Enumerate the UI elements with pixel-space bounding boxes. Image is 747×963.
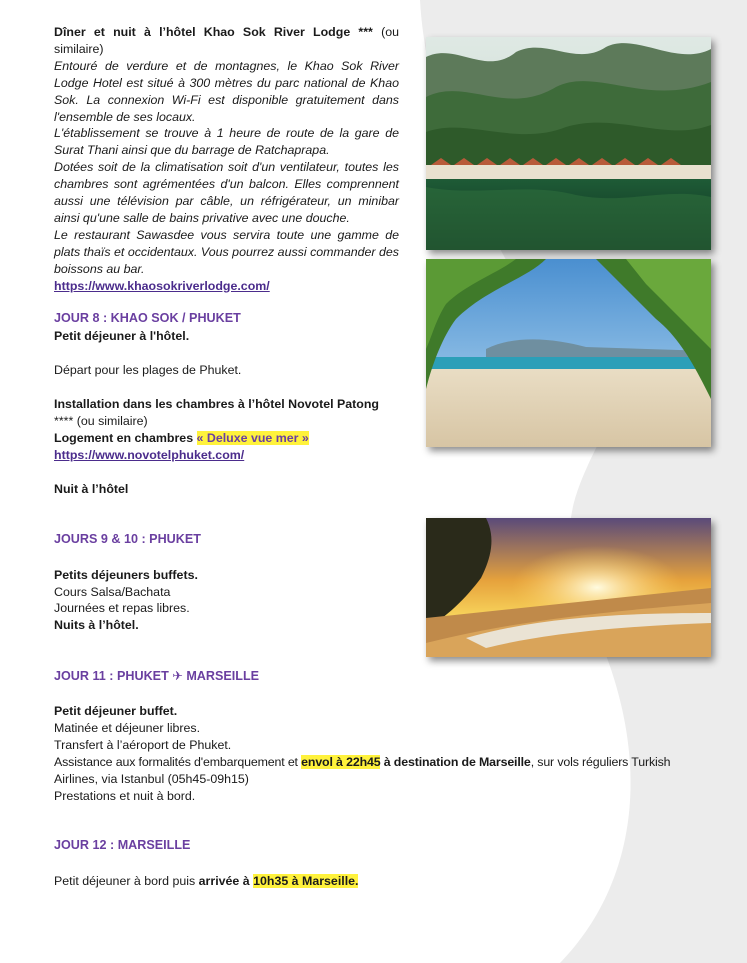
description-p2: L'établissement se trouve à 1 heure de route de la gare de Surat Thani ainsi que du barrage de Ratchaprapa. (54, 126, 399, 158)
day8-install: Installation dans les chambres à l’hôtel Novotel Patong (54, 397, 379, 411)
day9-line2: Cours Salsa/Bachata (54, 585, 171, 599)
khaosok-lake-photo (426, 37, 711, 250)
day9-line3: Journées et repas libres. (54, 601, 190, 615)
novotel-link-row (54, 447, 244, 464)
day11-title: JOUR 11 : PHUKET ✈ MARSEILLE (54, 669, 260, 683)
day11-line2: Matinée et déjeuner libres. (54, 721, 201, 735)
day11-line6: Prestations et nuit à bord. (54, 789, 196, 803)
day11-line1: Petit déjeuner buffet. (54, 704, 178, 718)
day8-room: Logement en chambres « Deluxe vue mer » (54, 431, 309, 445)
sunset-beach-photo (426, 518, 711, 657)
novotel-link[interactable]: https://www.novotelphuket.com/ (54, 448, 245, 462)
day8-title: JOUR 8 : KHAO SOK / PHUKET (54, 311, 241, 325)
hotel-title: Dîner et nuit à l’hôtel Khao Sok River Lodge *** (ou similaire) (54, 25, 399, 56)
day9-line1: Petits déjeuners buffets. (54, 568, 198, 582)
hotel-description (54, 24, 399, 295)
day12-title: JOUR 12 : MARSEILLE (54, 838, 191, 852)
day11-line4: Assistance aux formalités d'embarquement et envol à 22h45 à destination de Marseille, sur vols réguliers Turkish (54, 755, 671, 769)
day12-arrival: Petit déjeuner à bord puis arrivée à 10h35 à Marseille. (54, 874, 359, 888)
day8-install-rating: **** (ou similaire) (54, 414, 148, 428)
description-p3: Dotées soit de la climatisation soit d'un ventilateur, toutes les chambres sont agrémentées d'un balcon. Elles comprennent aussi une télévision par câble, un réfrigérateur, un minibar ainsi qu'une salle de bains privative avec une douche. (54, 160, 399, 225)
day11-line3: Transfert à l’aéroport de Phuket. (54, 738, 232, 752)
phuket-beach-photo (426, 259, 711, 447)
description-p1: Entouré de verdure et de montagnes, le Khao Sok River Lodge Hotel est situé à 300 mètres du parc national de Khao Sok. La connexion Wi-Fi est disponible gratuitement dans l'ensemble de ses locaux. (54, 58, 399, 124)
day8-night: Nuit à l’hôtel (54, 482, 129, 496)
day9-line4: Nuits à l’hôtel. (54, 618, 139, 632)
day8-breakfast: Petit déjeuner à l'hôtel. (54, 329, 190, 343)
day9-title: JOURS 9 & 10 : PHUKET (54, 532, 201, 546)
day8-departure: Départ pour les plages de Phuket. (54, 363, 242, 377)
khaosok-link[interactable]: https://www.khaosokriverlodge.com/ (54, 278, 270, 293)
description-p4: Le restaurant Sawasdee vous servira toute une gamme de plats thaïs et occidentaux. Vous pourrez aussi commander des boissons au bar. (54, 227, 399, 276)
day11-line5: Airlines, via Istanbul (05h45-09h15) (54, 772, 249, 786)
